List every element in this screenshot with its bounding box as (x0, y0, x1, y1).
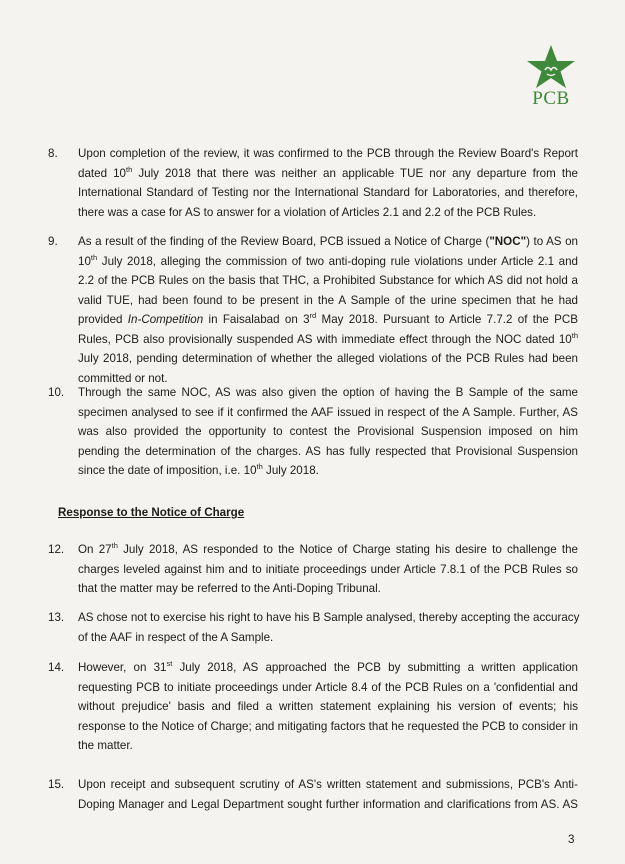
paragraph-9 (48, 232, 578, 388)
paragraph-14 (48, 658, 578, 756)
paragraph-line: the matter. (78, 739, 133, 752)
paragraph-12 (48, 540, 578, 599)
paragraph-line: However, on 31st July 2018, AS approached the PCB by submitting a written application (78, 659, 578, 674)
paragraph-line: since the date of imposition, i.e. 10th July 2018. (78, 462, 319, 477)
paragraph-line: International Standard of Testing nor the International Standard for Laboratories, and therefore, (78, 186, 578, 199)
paragraph-line: that the matter may be referred to the Anti-Doping Tribunal. (78, 582, 381, 595)
paragraph-number: 12. (48, 543, 65, 556)
paragraph-line: charges leveled against him and to initiate proceedings under Article 7.8.1 of the PCB Rules so (78, 562, 578, 576)
paragraph-line: pending the determination of the charges. AS has fully respected that Provisional Suspension (78, 444, 578, 458)
paragraph-10 (48, 383, 578, 481)
paragraph-number: 8. (48, 147, 58, 160)
paragraph-line: 10th July 2018, alleging the commission of two anti-doping rule violations under Article 2.1 and (78, 252, 578, 268)
pcb-logo (519, 44, 583, 114)
paragraph-line: On 27th July 2018, AS responded to the Notice of Charge stating his desire to challenge the (78, 541, 578, 556)
paragraph-line: Rules, PCB also provisionally suspended AS with immediate effect through the NOC dated 10th (78, 330, 578, 346)
paragraph-number: 15. (48, 778, 65, 791)
paragraph-8 (48, 144, 578, 222)
star-emblem-icon (525, 44, 577, 90)
paragraph-number: 10. (48, 386, 65, 399)
paragraph-line: Doping Manager and Legal Department sought further information and clarifications from AS. AS (78, 797, 578, 811)
paragraph-number: 13. (48, 611, 65, 624)
paragraph-line: Through the same NOC, AS was also given the option of having the B Sample of the same (78, 386, 578, 399)
paragraph-line: valid TUE, had been found to be present in the A Sample of the urine specimen that he had (78, 293, 578, 307)
paragraph-line: was also provided the opportunity to contest the Provisional Suspension imposed on him (78, 425, 578, 438)
paragraph-line: committed or not. (78, 371, 168, 385)
page-number: 3 (568, 833, 575, 846)
paragraph-line: July 2018, pending determination of whether the alleged violations of the PCB Rules had been (78, 352, 578, 365)
paragraph-line: response to the Notice of Charge; and mitigating factors that he requested the PCB to consider in (78, 719, 578, 733)
paragraph-line: 2.2 of the PCB Rules on the basis that THC, a Prohibited Substance for which AS did not hold a (78, 274, 578, 287)
paragraph-line: without prejudice' basis and filed a written statement explaining his version of events; his (78, 700, 578, 713)
section-heading: Response to the Notice of Charge (58, 506, 245, 519)
paragraph-line: specimen analysed to see if it confirmed the AAF issued in respect of the A Sample. Further, AS (78, 405, 578, 419)
paragraph-line: there was a case for AS to answer for a violation of Articles 2.1 and 2.2 of the PCB Rules. (78, 205, 537, 219)
paragraph-number: 9. (48, 235, 58, 248)
paragraph-line: AS chose not to exercise his right to have his B Sample analysed, thereby accepting the accuracy (78, 611, 580, 624)
paragraph-number: 14. (48, 661, 65, 674)
paragraph-15 (48, 775, 578, 814)
paragraph-line: Upon receipt and subsequent scrutiny of AS's written statement and submissions, PCB's Anti- (78, 778, 578, 791)
paragraph-line: provided In-Competition in Faisalabad on 3rd May 2018. Pursuant to Article 7.7.2 of the PCB (78, 311, 578, 326)
paragraph-line: Upon completion of the review, it was confirmed to the PCB through the Review Board's Report (78, 147, 578, 160)
paragraph-line: requesting PCB to initiate proceedings under Article 8.4 of the PCB Rules on a 'confidential and (78, 680, 578, 694)
paragraph-line: dated 10th July 2018 that there was neither an applicable TUE nor any departure from the (78, 164, 578, 180)
paragraph-line: of the AAF in respect of the A Sample. (78, 630, 274, 644)
paragraph-line: As a result of the finding of the Review Board, PCB issued a Notice of Charge ("NOC") to AS on (78, 235, 578, 248)
logo-text: PCB (532, 88, 570, 109)
paragraph-13 (48, 608, 578, 647)
